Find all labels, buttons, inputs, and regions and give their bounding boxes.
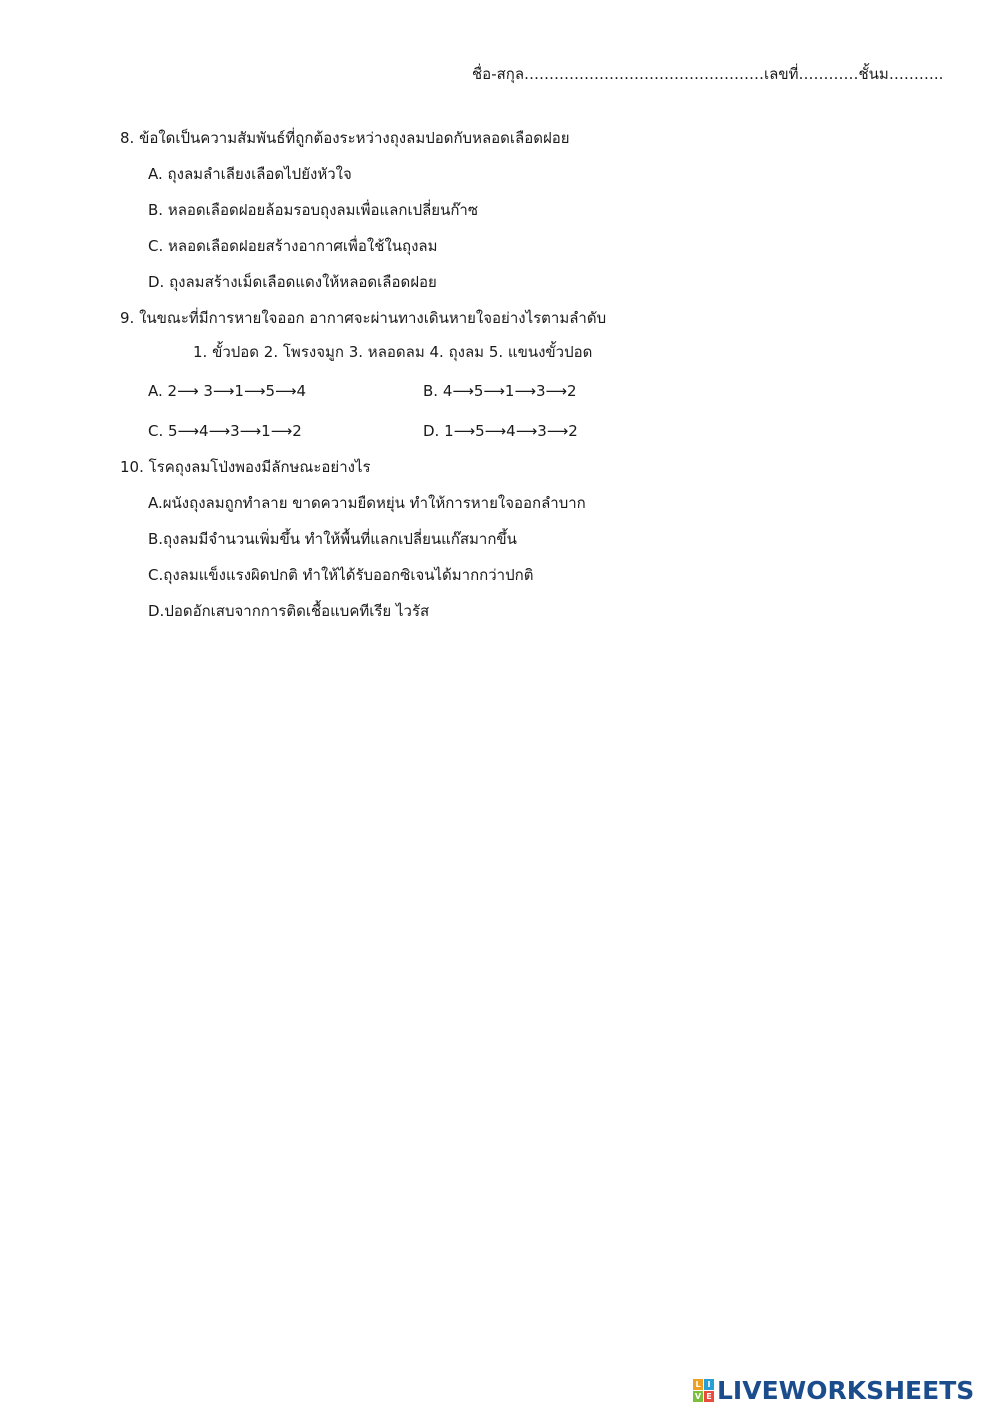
question-9-option-a: A. 2⟶ 3⟶1⟶5⟶4 [148, 382, 307, 400]
question-9-options-row-1 [148, 381, 698, 401]
liveworksheets-logo-icon [693, 1379, 714, 1402]
logo-letter-i: I [704, 1379, 714, 1390]
liveworksheets-logo [693, 1374, 974, 1406]
question-10-option-a: A.ผนังถุงลมถูกทำลาย ขาดความยืดหยุ่น ทำให้การหายใจออกลำบาก [148, 494, 586, 512]
question-9-option-c: C. 5⟶4⟶3⟶1⟶2 [148, 422, 302, 440]
logo-letter-v: V [694, 1391, 702, 1401]
question-8-option-a: A. ถุงลมลำเลียงเลือดไปยังหัวใจ [148, 165, 352, 183]
question-8-option-d: D. ถุงลมสร้างเม็ดเลือดแดงให้หลอดเลือดฝอย [148, 273, 437, 291]
logo-letter-e: E [704, 1391, 714, 1402]
liveworksheets-logo-text: LIVEWORKSHEETS [717, 1375, 975, 1405]
question-9-stem: 9. ในขณะที่มีการหายใจออก อากาศจะผ่านทางเดินหายใจอย่างไรตามลำดับ [120, 309, 607, 327]
question-10-option-d: D.ปอดอักเสบจากการติดเชื้อแบคทีเรีย ไวรัส [148, 602, 430, 620]
question-10-option-b: B.ถุงลมมีจำนวนเพิ่มขึ้น ทำให้พื้นที่แลกเปลี่ยนแก๊สมากขึ้น [148, 530, 517, 548]
question-8-stem: 8. ข้อใดเป็นความสัมพันธ์ที่ถูกต้องระหว่างถุงลมปอดกับหลอดเลือดฝอย [120, 129, 570, 147]
question-10-stem: 10. โรคถุงลมโป่งพองมีลักษณะอย่างไร [120, 458, 371, 476]
name-class-line: ชื่อ-สกุล…………………………………………เลขที่…………ชั้นม……….. [472, 65, 944, 83]
question-8-option-c: C. หลอดเลือดฝอยสร้างอากาศเพื่อใช้ในถุงลม [148, 237, 438, 255]
question-10-option-c: C.ถุงลมแข็งแรงผิดปกติ ทำให้ได้รับออกซิเจนได้มากกว่าปกติ [148, 566, 534, 584]
logo-letter-l: L [693, 1379, 703, 1390]
question-9-options-row-2 [148, 421, 698, 441]
question-8-option-b: B. หลอดเลือดฝอยล้อมรอบถุงลมเพื่อแลกเปลี่ยนก๊าซ [148, 201, 479, 219]
question-9-option-b: B. 4⟶5⟶1⟶3⟶2 [423, 382, 577, 400]
question-9-option-d: D. 1⟶5⟶4⟶3⟶2 [423, 422, 578, 440]
question-9-items: 1. ขั้วปอด 2. โพรงจมูก 3. หลอดลม 4. ถุงลม 5. แขนงขั้วปอด [193, 343, 593, 361]
